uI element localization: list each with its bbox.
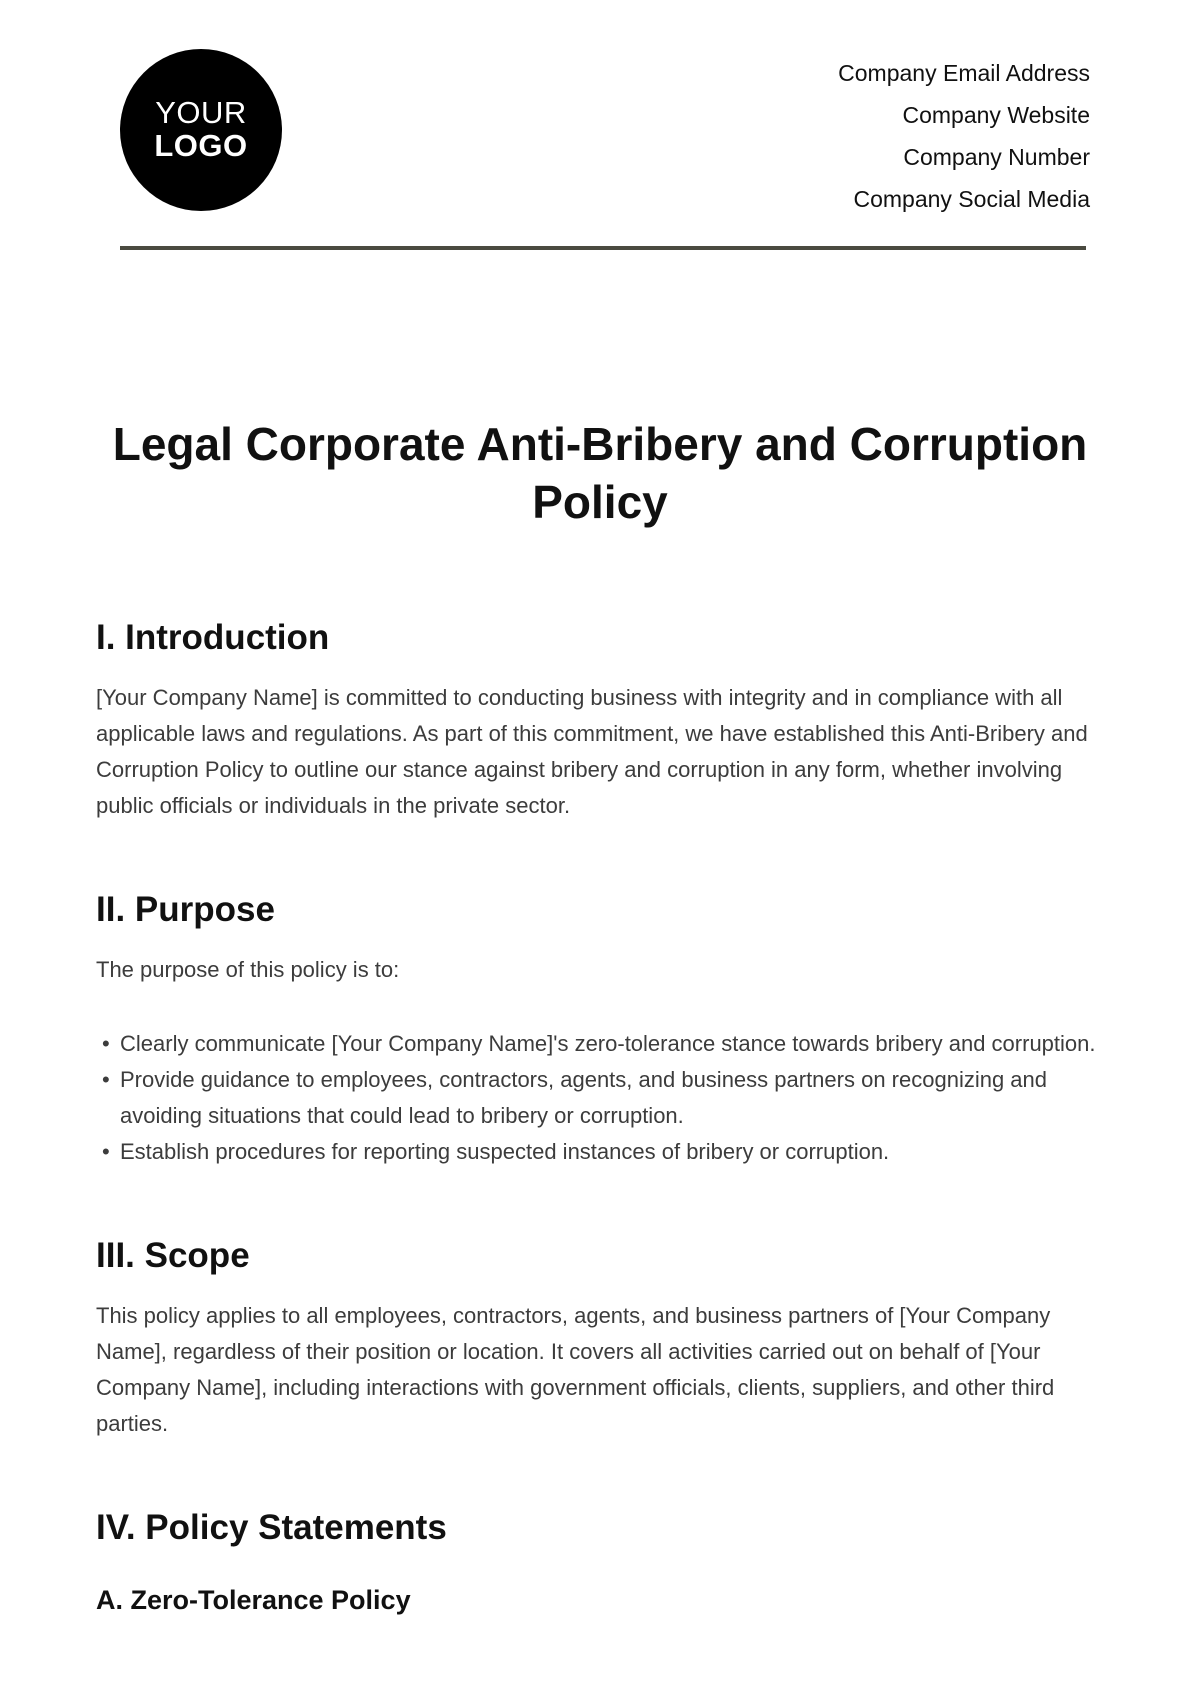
company-social-media: Company Social Media (853, 186, 1090, 212)
header-divider (120, 246, 1086, 250)
company-contact-block (838, 52, 1090, 220)
subsection-heading: A. Zero-Tolerance Policy (96, 1585, 411, 1615)
list-item: • Provide guidance to employees, contractors, agents, and business partners on recognizing and avoiding situations that could lead to bribery or corruption. (96, 1062, 1106, 1134)
company-logo (120, 49, 282, 211)
section-heading: IV. Policy Statements (96, 1508, 447, 1547)
section-heading: I. Introduction (96, 618, 330, 657)
section-paragraph: [Your Company Name] is committed to conducting business with integrity and in compliance with all applicable laws and regulations. As part of this commitment, we have established this Anti-Bribery and Corruption Policy to outline our stance against bribery and corruption in any form, whether involving public officials or individuals in the private sector. (96, 685, 1088, 818)
section-paragraph: The purpose of this policy is to: (96, 957, 400, 982)
section-paragraph: This policy applies to all employees, contractors, agents, and business partners of [Your Company Name], regardless of their position or location. It covers all activities carried out on behalf of [Your Company Name], including interactions with government officials, clients, suppliers, and other third parties. (96, 1303, 1055, 1436)
company-number: Company Number (903, 144, 1090, 170)
purpose-list (96, 1026, 1106, 1170)
logo-line-2: LOGO (154, 128, 248, 163)
section-introduction (96, 610, 1106, 824)
list-item: • Establish procedures for reporting suspected instances of bribery or corruption. (96, 1134, 1106, 1170)
company-email: Company Email Address (838, 60, 1090, 86)
logo-line-1: YOUR (155, 95, 247, 131)
section-heading: II. Purpose (96, 890, 275, 929)
document-body (96, 610, 1106, 1620)
company-website: Company Website (902, 102, 1090, 128)
list-item: • Clearly communicate [Your Company Name]'s zero-tolerance stance towards bribery and corruption. (96, 1026, 1106, 1062)
section-scope (96, 1228, 1106, 1442)
section-policy-statements (96, 1500, 1106, 1620)
section-heading: III. Scope (96, 1236, 250, 1275)
document-title: Legal Corporate Anti-Bribery and Corruption Policy (112, 418, 1088, 528)
section-purpose (96, 882, 1106, 1170)
